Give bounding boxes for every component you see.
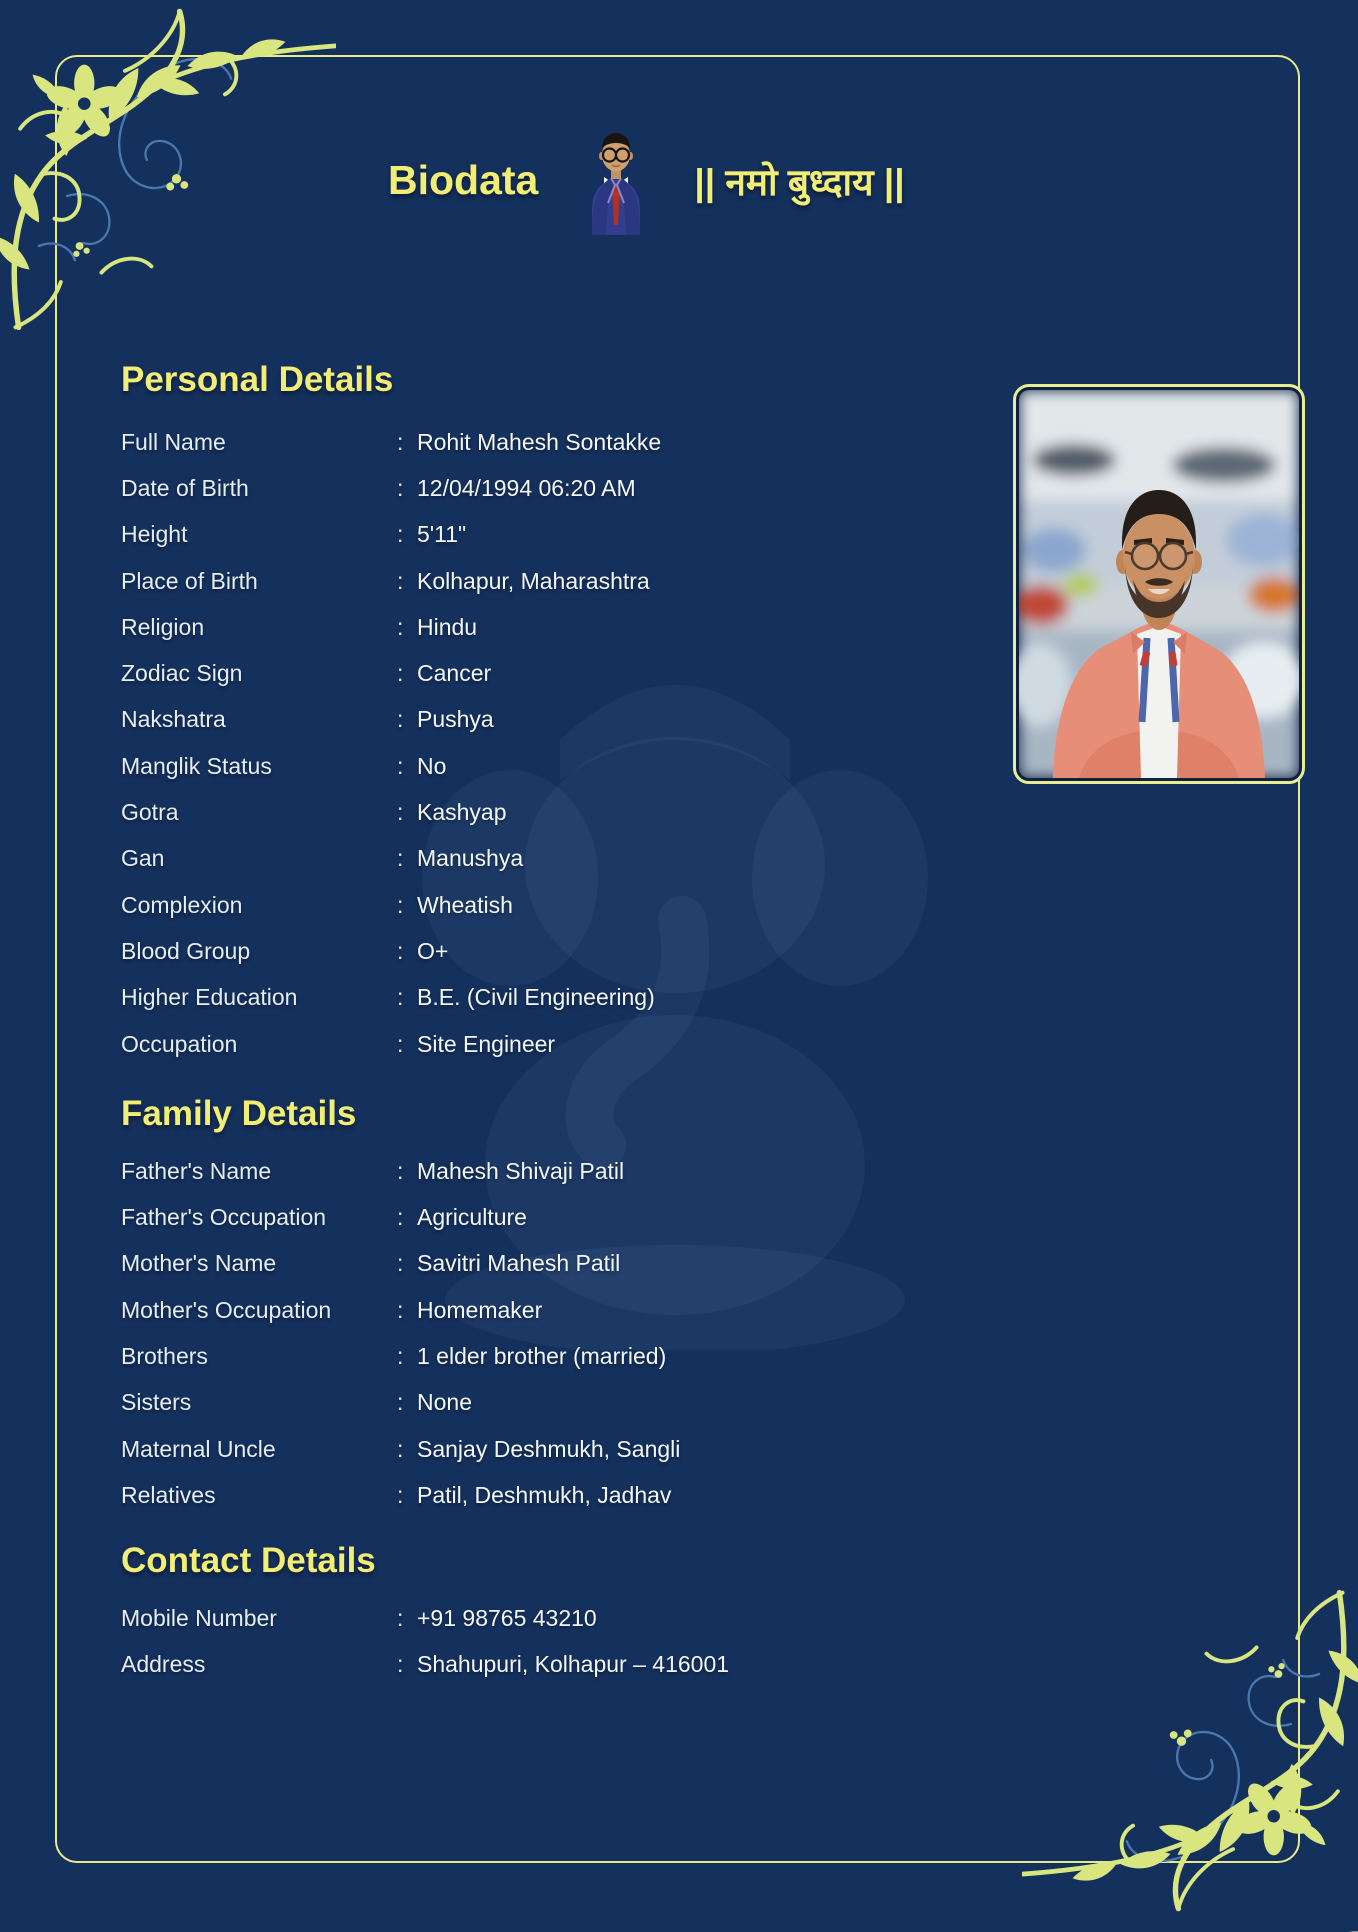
detail-row [121,975,961,1021]
detail-row [121,1472,961,1518]
field-label: Mobile Number [121,1605,277,1632]
field-value: Savitri Mahesh Patil [417,1250,621,1277]
field-label: Father's Occupation [121,1204,327,1231]
detail-row [121,928,961,974]
colon-separator: : [397,752,404,779]
field-label: Mother's Name [121,1250,277,1277]
section-personal-details [121,358,961,1067]
colon-separator: : [397,706,404,733]
floral-corner-ornament-bottom-right [1022,1588,1358,1932]
section-heading: Personal Details [121,360,394,399]
field-value: Sanjay Deshmukh, Sangli [417,1435,681,1462]
ambedkar-portrait [584,125,648,235]
section-contact-details [121,1539,961,1689]
field-label: Date of Birth [121,474,249,501]
colon-separator: : [397,567,404,594]
field-label: Relatives [121,1481,216,1508]
field-value: Shahupuri, Kolhapur – 416001 [417,1651,730,1678]
header [388,120,905,240]
detail-row [121,1426,961,1472]
colon-separator: : [397,937,404,964]
detail-row [121,697,961,743]
field-value: Homemaker [417,1296,543,1323]
section-family-details [121,1092,961,1518]
field-label: Complexion [121,891,243,918]
field-label: Brothers [121,1342,208,1369]
field-label: Gan [121,845,165,872]
rows-list [121,1148,961,1518]
field-label: Occupation [121,1030,238,1057]
page-title: Biodata [388,156,539,203]
field-label: Place of Birth [121,567,258,594]
colon-separator: : [397,1481,404,1508]
profile-photo [1013,384,1305,784]
detail-row [121,465,961,511]
field-value: None [417,1389,472,1416]
field-label: Gotra [121,799,179,826]
field-value: Rohit Mahesh Sontakke [417,428,662,455]
detail-row [121,512,961,558]
detail-row [121,1021,961,1067]
detail-row [121,419,961,465]
detail-row [121,743,961,789]
field-value: +91 98765 43210 [417,1605,597,1632]
field-label: Maternal Uncle [121,1435,276,1462]
profile-photo-graphic [1019,390,1299,778]
field-value: Pushya [417,706,494,733]
colon-separator: : [397,1250,404,1277]
field-value: Mahesh Shivaji Patil [417,1157,625,1184]
colon-separator: : [397,1030,404,1057]
colon-separator: : [397,521,404,548]
field-label: Address [121,1651,206,1678]
field-value: Kashyap [417,799,507,826]
field-value: No [417,752,447,779]
detail-row [121,650,961,696]
floral-ornament-graphic [0,0,336,332]
field-label: Father's Name [121,1157,272,1184]
field-value: Cancer [417,660,492,687]
field-value: Agriculture [417,1204,527,1231]
colon-separator: : [397,1435,404,1462]
field-value: Manushya [417,845,524,872]
detail-row [121,558,961,604]
field-value: Kolhapur, Maharashtra [417,567,650,594]
rows-list [121,1596,961,1689]
detail-row [121,1333,961,1379]
detail-row [121,1194,961,1240]
colon-separator: : [397,428,404,455]
detail-row [121,1287,961,1333]
section-heading: Contact Details [121,1540,376,1580]
detail-row [121,836,961,882]
detail-row [121,789,961,835]
detail-row [121,1241,961,1287]
field-value: 12/04/1994 06:20 AM [417,474,636,501]
detail-row [121,604,961,650]
colon-separator: : [397,660,404,687]
field-value: Wheatish [417,891,513,918]
field-label: Mother's Occupation [121,1296,332,1323]
colon-separator: : [397,474,404,501]
floral-ornament-graphic [1022,1588,1358,1932]
field-label: Height [121,521,188,548]
colon-separator: : [397,1605,404,1632]
colon-separator: : [397,1389,404,1416]
colon-separator: : [397,799,404,826]
colon-separator: : [397,1651,404,1678]
field-label: Manglik Status [121,752,272,779]
ambedkar-portrait-graphic [584,125,648,235]
floral-corner-ornament-top-left [0,0,336,332]
field-value: 1 elder brother (married) [417,1342,667,1369]
colon-separator: : [397,845,404,872]
field-value: 5'11" [417,521,467,548]
colon-separator: : [397,1204,404,1231]
colon-separator: : [397,984,404,1011]
colon-separator: : [397,1296,404,1323]
detail-row [121,1596,961,1642]
detail-row [121,1642,961,1688]
field-label: Full Name [121,428,226,455]
field-value: Hindu [417,613,478,640]
field-label: Blood Group [121,937,251,964]
detail-row [121,1380,961,1426]
colon-separator: : [397,613,404,640]
mantra-text: || नमो बुध्दाय || [694,161,905,203]
field-label: Higher Education [121,984,298,1011]
detail-row [121,1148,961,1194]
field-value: Site Engineer [417,1030,556,1057]
detail-row [121,882,961,928]
colon-separator: : [397,891,404,918]
details-content [121,358,961,1688]
field-label: Sisters [121,1389,192,1416]
field-label: Religion [121,613,205,640]
colon-separator: : [397,1157,404,1184]
field-value: Patil, Deshmukh, Jadhav [417,1481,672,1508]
field-label: Nakshatra [121,706,226,733]
section-heading: Family Details [121,1094,357,1134]
colon-separator: : [397,1342,404,1369]
field-label: Zodiac Sign [121,660,243,687]
field-value: O+ [417,937,449,964]
field-value: B.E. (Civil Engineering) [417,984,655,1011]
rows-list [121,419,961,1067]
